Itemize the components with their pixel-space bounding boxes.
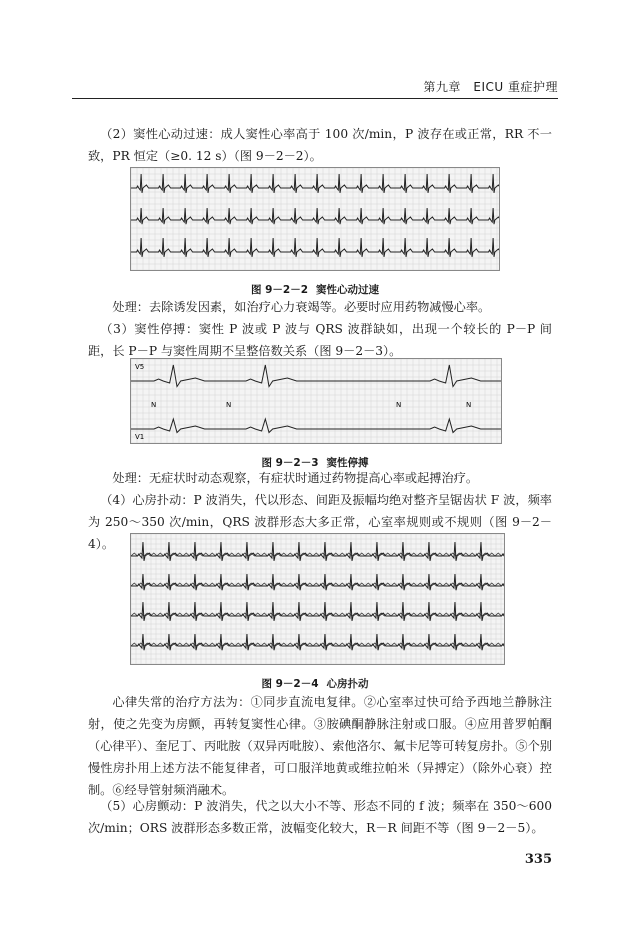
ecg-label: N — [151, 401, 157, 409]
paragraph-sinus-arrest: （3）窦性停搏：窦性 P 波或 P 波与 QRS 波群缺如，出现一个较长的 P－P 间距，长 P－P 与窦性周期不呈整倍数关系（图 9－2－3）。 — [88, 322, 552, 358]
paragraph-atrial-flutter: （4）心房扑动：P 波消失，代以形态、间距及振幅均绝对整齐呈锯齿状 F 波，频率为 250～350 次/min，QRS 波群形态大多正常，心室率规则或不规则（图 9－2－4）。 — [88, 493, 552, 551]
running-header — [72, 78, 558, 99]
page-number: 335 — [524, 852, 552, 867]
ecg-label: V1 — [135, 433, 145, 441]
figure-title: 窦性停搏 — [326, 457, 369, 469]
ecg-label: N — [226, 401, 232, 409]
figure-number: 图 9－2－4 — [261, 678, 319, 690]
ecg-label: V5 — [135, 363, 145, 371]
ecg-figure-atrial-flutter — [130, 533, 505, 665]
paragraph-atrial-fibrillation: （5）心房颤动：P 波消失，代之以大小不等、形态不同的 f 波；频率在 350～600 次/min；ORS 波群形态多数正常，波幅变化较大，R－R 间距不等（图 9－2－5）。 — [88, 799, 552, 835]
ecg-trace — [131, 634, 504, 650]
ecg-trace — [131, 542, 504, 561]
paragraph-sinus-tachycardia: （2）窦性心动过速：成人窦性心率高于 100 次/min，P 波存在或正常，RR 不一致，PR 恒定（≥0. 12 s）（图 9－2－2）。 — [88, 127, 552, 163]
ecg-figure-sinus-tachycardia — [130, 167, 500, 271]
paragraph-treatment-1: 处理：去除诱发因素，如治疗心力衰竭等。必要时应用药物减慢心率。 — [112, 300, 491, 314]
ecg-trace — [131, 365, 501, 387]
ecg-trace — [131, 174, 499, 193]
chapter-title: 第九章 EICU 重症护理 — [423, 80, 558, 94]
paragraph-treatment-2: 处理：无症状时动态观察，有症状时通过药物提高心率或起搏治疗。 — [112, 471, 479, 485]
figure-title: 窦性心动过速 — [316, 284, 380, 296]
ecg-figure-sinus-arrest — [130, 358, 502, 444]
ecg-trace — [131, 602, 504, 621]
paragraph-flutter-treatment: 心律失常的治疗方法为：①同步直流电复律。②心室率过快可给予西地兰静脉注射，使之先变为房颤，再转复窦性心律。③胺碘酮静脉注射或口服。④应用普罗帕酮（心律平）、奎尼丁、丙吡胺（双异丙吡胺）、索他洛尔、氟卡尼等可转复房扑。⑤个别慢性房扑用上述方法不能复律者，可口服洋地黄或维拉帕米（异搏定）（除外心衰）控制。⑥经导管射频消融术。 — [88, 695, 552, 797]
ecg-trace — [131, 238, 499, 257]
ecg-trace — [131, 419, 501, 433]
figure-number: 图 9－2－2 — [250, 284, 309, 296]
figure-caption-9-2-2 — [0, 282, 630, 297]
ecg-label: N — [466, 401, 472, 409]
figure-caption-9-2-4 — [0, 676, 630, 691]
ecg-trace — [131, 574, 504, 590]
ecg-label: N — [396, 401, 402, 409]
figure-number: 图 9－2－3 — [261, 457, 319, 469]
figure-title: 心房扑动 — [326, 678, 369, 690]
